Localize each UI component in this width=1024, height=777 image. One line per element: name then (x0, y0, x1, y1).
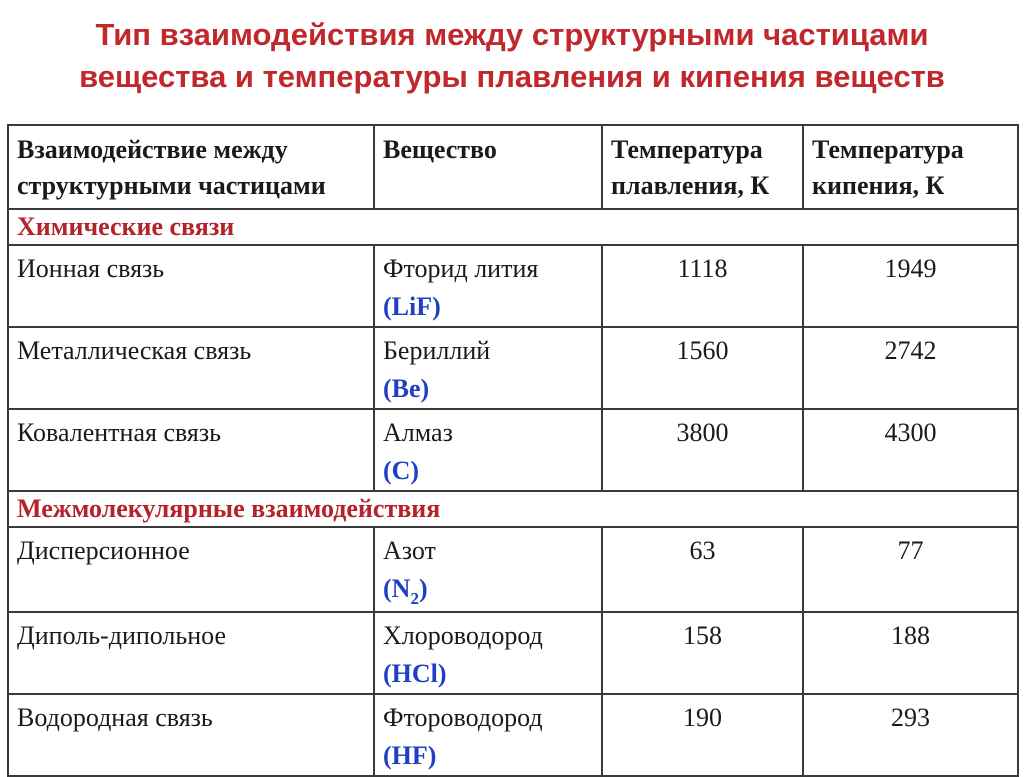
substance-formula: (LiF) (383, 292, 441, 321)
interaction-cell: Дисперсионное (8, 527, 374, 612)
substance-cell (374, 612, 602, 694)
table-container (7, 124, 1017, 777)
title-line-1: Тип взаимодействия между структурными частицами (95, 17, 929, 52)
header-boiling-temperature: Температура кипения, К (803, 125, 1018, 209)
melting-cell: 190 (602, 694, 803, 776)
boiling-cell: 293 (803, 694, 1018, 776)
header-interaction: Взаимодействие между структурными частицами (8, 125, 374, 209)
substance-formula: (HF) (383, 741, 437, 770)
interaction-cell: Металлическая связь (8, 327, 374, 409)
substance-formula: (Be) (383, 374, 430, 403)
formula-main: (N (383, 574, 411, 603)
substance-cell (374, 327, 602, 409)
header-substance: Вещество (374, 125, 602, 209)
formula-end: ) (418, 574, 428, 603)
table-row (8, 612, 1018, 694)
interaction-cell: Водородная связь (8, 694, 374, 776)
table-header-row (8, 125, 1018, 209)
substance-cell (374, 409, 602, 491)
boiling-cell: 1949 (803, 245, 1018, 327)
melting-cell: 3800 (602, 409, 803, 491)
substance-cell (374, 694, 602, 776)
boiling-cell: 77 (803, 527, 1018, 612)
section-row-intermolecular (8, 491, 1018, 527)
melting-cell: 158 (602, 612, 803, 694)
properties-table (7, 124, 1019, 777)
formula-subscript: 2 (410, 589, 419, 608)
substance-formula: (HCl) (383, 659, 447, 688)
interaction-cell: Ковалентная связь (8, 409, 374, 491)
substance-name: Фторид лития (383, 254, 539, 283)
substance-formula (383, 570, 593, 611)
boiling-cell: 4300 (803, 409, 1018, 491)
melting-cell: 1560 (602, 327, 803, 409)
table-row (8, 245, 1018, 327)
table-row (8, 409, 1018, 491)
boiling-cell: 188 (803, 612, 1018, 694)
substance-formula: (C) (383, 456, 420, 485)
melting-cell: 63 (602, 527, 803, 612)
slide-title (0, 14, 1024, 98)
substance-name: Алмаз (383, 418, 453, 447)
header-melting-temperature: Температура плавления, К (602, 125, 803, 209)
table-row (8, 694, 1018, 776)
substance-name: Азот (383, 536, 436, 565)
melting-cell: 1118 (602, 245, 803, 327)
substance-cell (374, 527, 602, 612)
table-row (8, 527, 1018, 612)
section-title: Химические связи (8, 209, 1018, 245)
interaction-cell: Диполь-дипольное (8, 612, 374, 694)
substance-name: Хлороводород (383, 621, 543, 650)
substance-name: Бериллий (383, 336, 491, 365)
section-row-chemical-bonds (8, 209, 1018, 245)
interaction-cell: Ионная связь (8, 245, 374, 327)
table-row (8, 327, 1018, 409)
section-title: Межмолекулярные взаимодействия (8, 491, 1018, 527)
substance-name: Фтороводород (383, 703, 543, 732)
title-line-2: вещества и температуры плавления и кипения веществ (79, 59, 945, 94)
boiling-cell: 2742 (803, 327, 1018, 409)
substance-cell (374, 245, 602, 327)
